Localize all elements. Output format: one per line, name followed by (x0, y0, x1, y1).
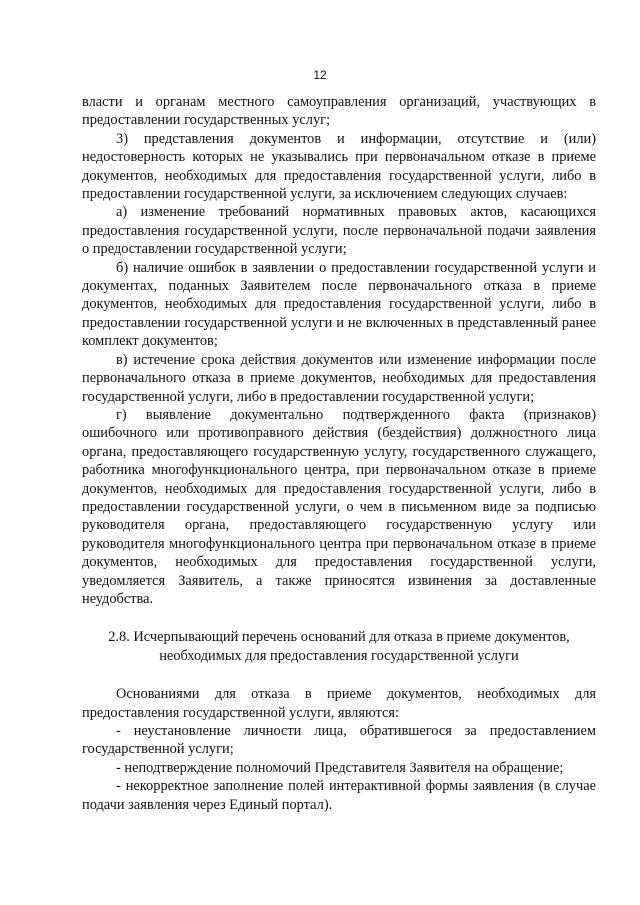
paragraph-item-a: а) изменение требований нормативных правовых актов, касающихся предоставления государственной услуги, после первоначальной подачи заявления о предоставлении государственной услуги; (82, 204, 596, 258)
section-list-item: - неподтверждение полномочий Представителя Заявителя на обращение; (116, 759, 564, 776)
page-number: 12 (313, 68, 327, 82)
document-body (82, 93, 596, 814)
paragraph-item-3: 3) представления документов и информации, отсутствие и (или) недостоверность которых не указывались при первоначальном отказе в приеме документов, необходимых для предоставления государственной услуги, либо в предоставлении государственной услуги, за исключением следующих случаев: (82, 130, 596, 203)
paragraph-item-b: б) наличие ошибок в заявлении о предоставлении государственной услуги и документах, поданных Заявителем после первоначального отказа в приеме документов, необходимых для предоставления государственной услуги, либо в предоставлении государственной услуги и не включенных в представленный ранее комплект документов; (82, 259, 596, 350)
section-list-item: - неустановление личности лица, обратившегося за предоставлением государственной услуги; (82, 723, 596, 758)
paragraph-continuation: власти и органам местного самоуправления организаций, участвующих в предоставлении государственных услуг; (82, 94, 596, 129)
section-heading: 2.8. Исчерпывающий перечень оснований для отказа в приеме документов, необходимых для предоставления государственной услуги (108, 629, 570, 664)
section-intro: Основаниями для отказа в приеме документов, необходимых для предоставления государственной услуги, являются: (82, 686, 596, 721)
paragraph-item-v: в) истечение срока действия документов или изменение информации после первоначального отказа в приеме документов, необходимых для предоставления государственной услуги, либо в предоставлении государственной услуги; (82, 351, 596, 405)
section-list-item: - некорректное заполнение полей интерактивной формы заявления (в случае подачи заявления через Единый портал). (82, 778, 596, 813)
paragraph-item-g: г) выявление документально подтвержденного факта (признаков) ошибочного или противоправного действия (бездействия) должностного лица органа, предоставляющего государственную услугу, государственного служащего, работника многофункционального центра, при первоначальном отказе в приеме документов, необходимых для предоставления государственной услуги, либо в предоставлении государственной услуги, о чем в письменном виде за подписью руководителя органа, предоставляющего государственную услугу или руководителя многофункционального центра при первоначальном отказе в приеме документов, необходимых для предоставления государственной услуги, уведомляется Заявитель, а также приносятся извинения за доставленные неудобства. (82, 406, 596, 607)
